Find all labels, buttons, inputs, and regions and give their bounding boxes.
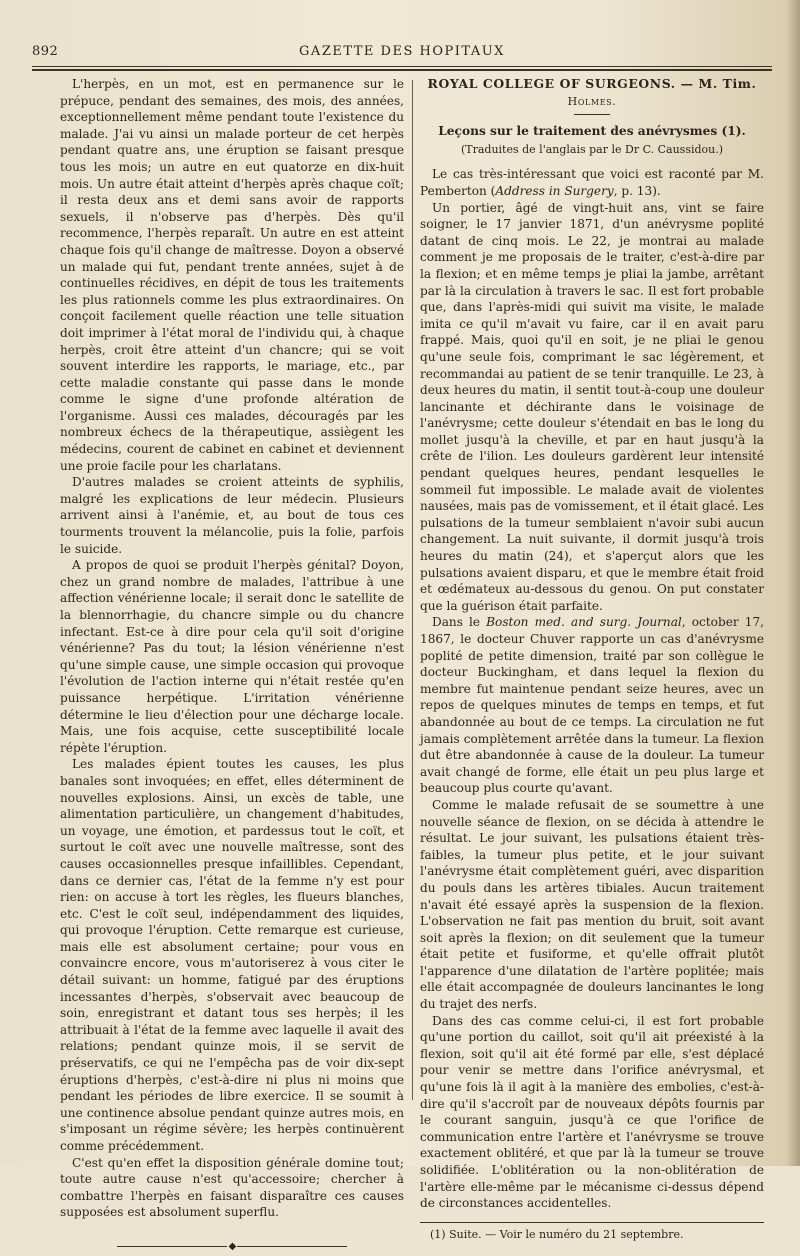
right-paragraph <box>420 166 764 199</box>
page-edge-shadow <box>786 0 800 1166</box>
column-divider <box>412 80 413 1100</box>
section-end-ornament: ◆ <box>60 1239 404 1256</box>
left-paragraph: D'autres malades se croient atteints de syphilis, malgré les explications de leur médecin. Plusieurs arrivent ainsi à l'anémie, et, au bout de tous ces tourments trouvent la mélancolie, puis la folie, parfois le suicide. <box>60 475 404 556</box>
p3-citation: Boston med. and surg. Journal <box>486 615 682 630</box>
p1-text-end: , p. 13). <box>613 183 661 198</box>
left-column <box>60 76 404 1256</box>
short-rule <box>574 114 610 115</box>
page-header <box>32 40 772 64</box>
right-paragraph: Un portier, âgé de vingt-huit ans, vint se faire soigner, le 17 janvier 1871, d'un anévrysme poplité datant de cinq mois. Le 22, je montrai au malade comment je me proposais de le traiter, c'est-à-dire par la flexion; et en même temps je pliai la jambe, arrêtant par là la circulation à travers le sac. Il est fort probable que, dans l'après-midi qui suivit ma visite, le malade imita ce qu'il m'avait vu faire, car il en avait paru frappé. Mais, quoi qu'il en soit, je ne pliai le genou qu'une seule fois, comprimant le sac légèrement, et recommandai au patient de se tenir tranquille. Le 23, à deux heures du matin, il sentit tout-à-coup une douleur lancinante et déchirante dans le voisinage de l'anévrysme; cette douleur s'étendait en bas le long du mollet jusqu'à la cheville, et par en haut jusqu'à la crête de l'ilion. Les douleurs gardèrent leur intensité pendant quelques heures, pendant lesquelles le sommeil fut impossible. Le malade avait de violentes nausées, mais pas de vomissement, et il était glacé. Les pulsations de la tumeur semblaient n'avoir subi aucun changement. La nuit suivante, il dormit jusqu'à trois heures du matin (24), et s'aperçut alors que les pulsations avaient disparu, et que le membre était froid et œdémateux au-dessous du genou. On put constater que la guérison était parfaite. <box>420 200 764 613</box>
right-paragraph: Dans des cas comme celui-ci, il est fort probable qu'une portion du caillot, soit qu'il ait préexisté à la flexion, soit qu'il ait été formé par elle, s'est déplacé pour venir se mettre dans l'orifice anévrysmal, et qu'une fois là il agit à la manière des embolies, c'est-à-dire qu'il s'accroît par de nouveaux dépôts fournis par le courant sanguin, jusqu'à ce que l'orifice de communication entre l'artère et l'anévrysme se trouve exactement oblitéré, et que par là la tumeur se trouve solidifiée. L'oblitération ou la non-oblitération de l'artère elle-même par le mécanisme ci-dessus dépend de circonstances accidentelles. <box>420 1013 764 1211</box>
section-title-text: ROYAL COLLEGE OF SURGEONS. — M. Tim. <box>427 76 757 91</box>
left-paragraph: C'est qu'en effet la disposition générale domine tout; toute autre cause n'est qu'accessoire; chercher à combattre l'herpès en faisant disparaître ces causes supposées est absolument superflu. <box>60 1155 404 1220</box>
footnote: (1) Suite. — Voir le numéro du 21 septembre. <box>430 1227 684 1241</box>
lecture-title: Leçons sur le traitement des anévrysmes (1). <box>438 124 746 139</box>
p1-citation: Address in Surgery <box>495 183 614 198</box>
p3-text-end: , october 17, 1867, le docteur Chuver rapporte un cas d'anévrysme poplité de petite dimension, traité par son collègue le docteur Buckingham, et dans lequel la flexion du membre fut maintenue pendant seize heures, avec un repos de quelques minutes de temps en temps, et fut abandonnée au bout de ce temps. La circulation ne fut jamais complètement arrêtée dans la tumeur. La flexion dut être abandonnée à cause de la douleur. La tumeur avait changé de forme, elle était un peu plus large et beaucoup plus courte qu'avant. <box>420 615 764 796</box>
left-paragraph: Les malades épient toutes les causes, les plus banales sont invoquées; en effet, elles déterminent de nouvelles explosions. Ainsi, un excès de table, une alimentation particulière, un changement d'habitudes, un voyage, une émotion, et pardessus tout le coït, et surtout le coït avec une nouvelle maîtresse, sont des causes occasionnelles presque infaillibles. Cependant, dans ce dernier cas, l'état de la femme n'y est pour rien: on accuse à tort les règles, les flueurs blanches, etc. C'est le coït seul, indépendamment des liquides, qui provoque l'éruption. Cette remarque est curieuse, mais elle est absolument certaine; pour vous en convaincre encore, vous m'autoriserez à vous citer le détail suivant: un homme, fatigué par des éruptions incessantes d'herpès, s'observait avec beaucoup de soin, enregistrant et datant tous ses herpès; il les attribuait à l'état de la femme avec laquelle il avait des relations; pendant quinze mois, il se servit de préservatifs, ce qui ne l'empêcha pas de voir dix-sept éruptions d'herpès, c'est-à-dire ni plus ni moins que pendant les périodes de libre exercice. Il se soumit à une continence absolue pendant quinze autres mois, en s'imposant un régime sévère; les herpès continuèrent comme précédemment. <box>60 757 404 1153</box>
header-rule <box>32 66 772 67</box>
header-rule-thick <box>32 69 772 71</box>
right-paragraph <box>420 614 764 797</box>
translation-note: (Traduites de l'anglais par le Dr C. Caussidou.) <box>460 142 724 156</box>
section-title <box>420 76 764 110</box>
section-author: Holmes. <box>567 94 617 108</box>
left-paragraph: L'herpès, en un mot, est en permanence sur le prépuce, pendant des semaines, des mois, des années, exceptionnellement même pendant toute l'existence du malade. J'ai vu ainsi un malade porteur de cet herpès pendant quatre ans, une éruption se faisant presque tous les mois; un autre en eut quatorze en dix-huit mois. Un autre était atteint d'herpès après chaque coït; il resta deux ans et demi sans avoir de rapports sexuels, il n'observe pas d'herpès. Dès qu'il recommence, l'herpès reparaît. Un autre en est atteint chaque fois qu'il change de maîtresse. Doyon a observé un malade qui fut, pendant trente années, sujet à de continuelles récidives, en dépit de tous les traitements les plus rationnels comme les plus extraordinaires. On conçoit facilement quelle réaction une telle situation doit imprimer à l'état moral de l'individu qui, à chaque herpès, croit être atteint d'un chancre; qui se voit souvent interdire les rapports, le mariage, etc., par cette maladie constante qui passe dans le monde comme le signe d'une profonde altération de l'organisme. Aussi ces malades, découragés par les nombreux échecs de la thérapeutique, assiègent les médecins, courent de cabinet en cabinet et deviennent une proie facile pour les charlatans. <box>60 77 404 473</box>
left-paragraph: A propos de quoi se produit l'herpès génital? Doyon, chez un grand nombre de malades, l'attribue à une affection vénérienne locale; il serait donc le satellite de la blennorrhagie, du chancre simple ou du chancre infectant. Est-ce à dire pour cela qu'il soit d'origine vénérienne? Pas du tout; la lésion vénérienne n'est qu'une simple cause, une simple occasion qui provoque l'évolution de l'action interne qui n'était restée qu'en puissance herpétique. L'irritation vénérienne détermine le lieu d'élection pour une décharge locale. Mais, une fois acquise, cette susceptibilité locale répète l'éruption. <box>60 558 404 755</box>
right-column <box>420 76 764 1243</box>
running-title: GAZETTE DES HOPITAUX <box>299 44 505 59</box>
p3-text: Dans le <box>432 615 487 630</box>
footnote-rule <box>420 1222 764 1223</box>
page-number: 892 <box>32 44 59 59</box>
right-paragraph: Comme le malade refusait de se soumettre à une nouvelle séance de flexion, on se décida à attendre le résultat. Le jour suivant, les pulsations étaient très-faibles, la tumeur plus petite, et le jour suivant l'anévrysme était complètement guéri, avec disparition du pouls dans les artères tibiales. Aucun traitement n'avait été essayé après la suspension de la flexion. L'observation ne fait pas mention du bruit, soit avant soit après la flexion; on dit seulement que la tumeur était petite et fusiforme, et qu'elle offrait plutôt l'apparence d'une dilatation de l'artère poplitée; mais elle était accompagnée de douleurs lancinantes le long du trajet des nerfs. <box>420 797 764 1012</box>
p1-text: Le cas très-intéressant que voici est raconté par M. Pemberton ( <box>420 167 764 198</box>
